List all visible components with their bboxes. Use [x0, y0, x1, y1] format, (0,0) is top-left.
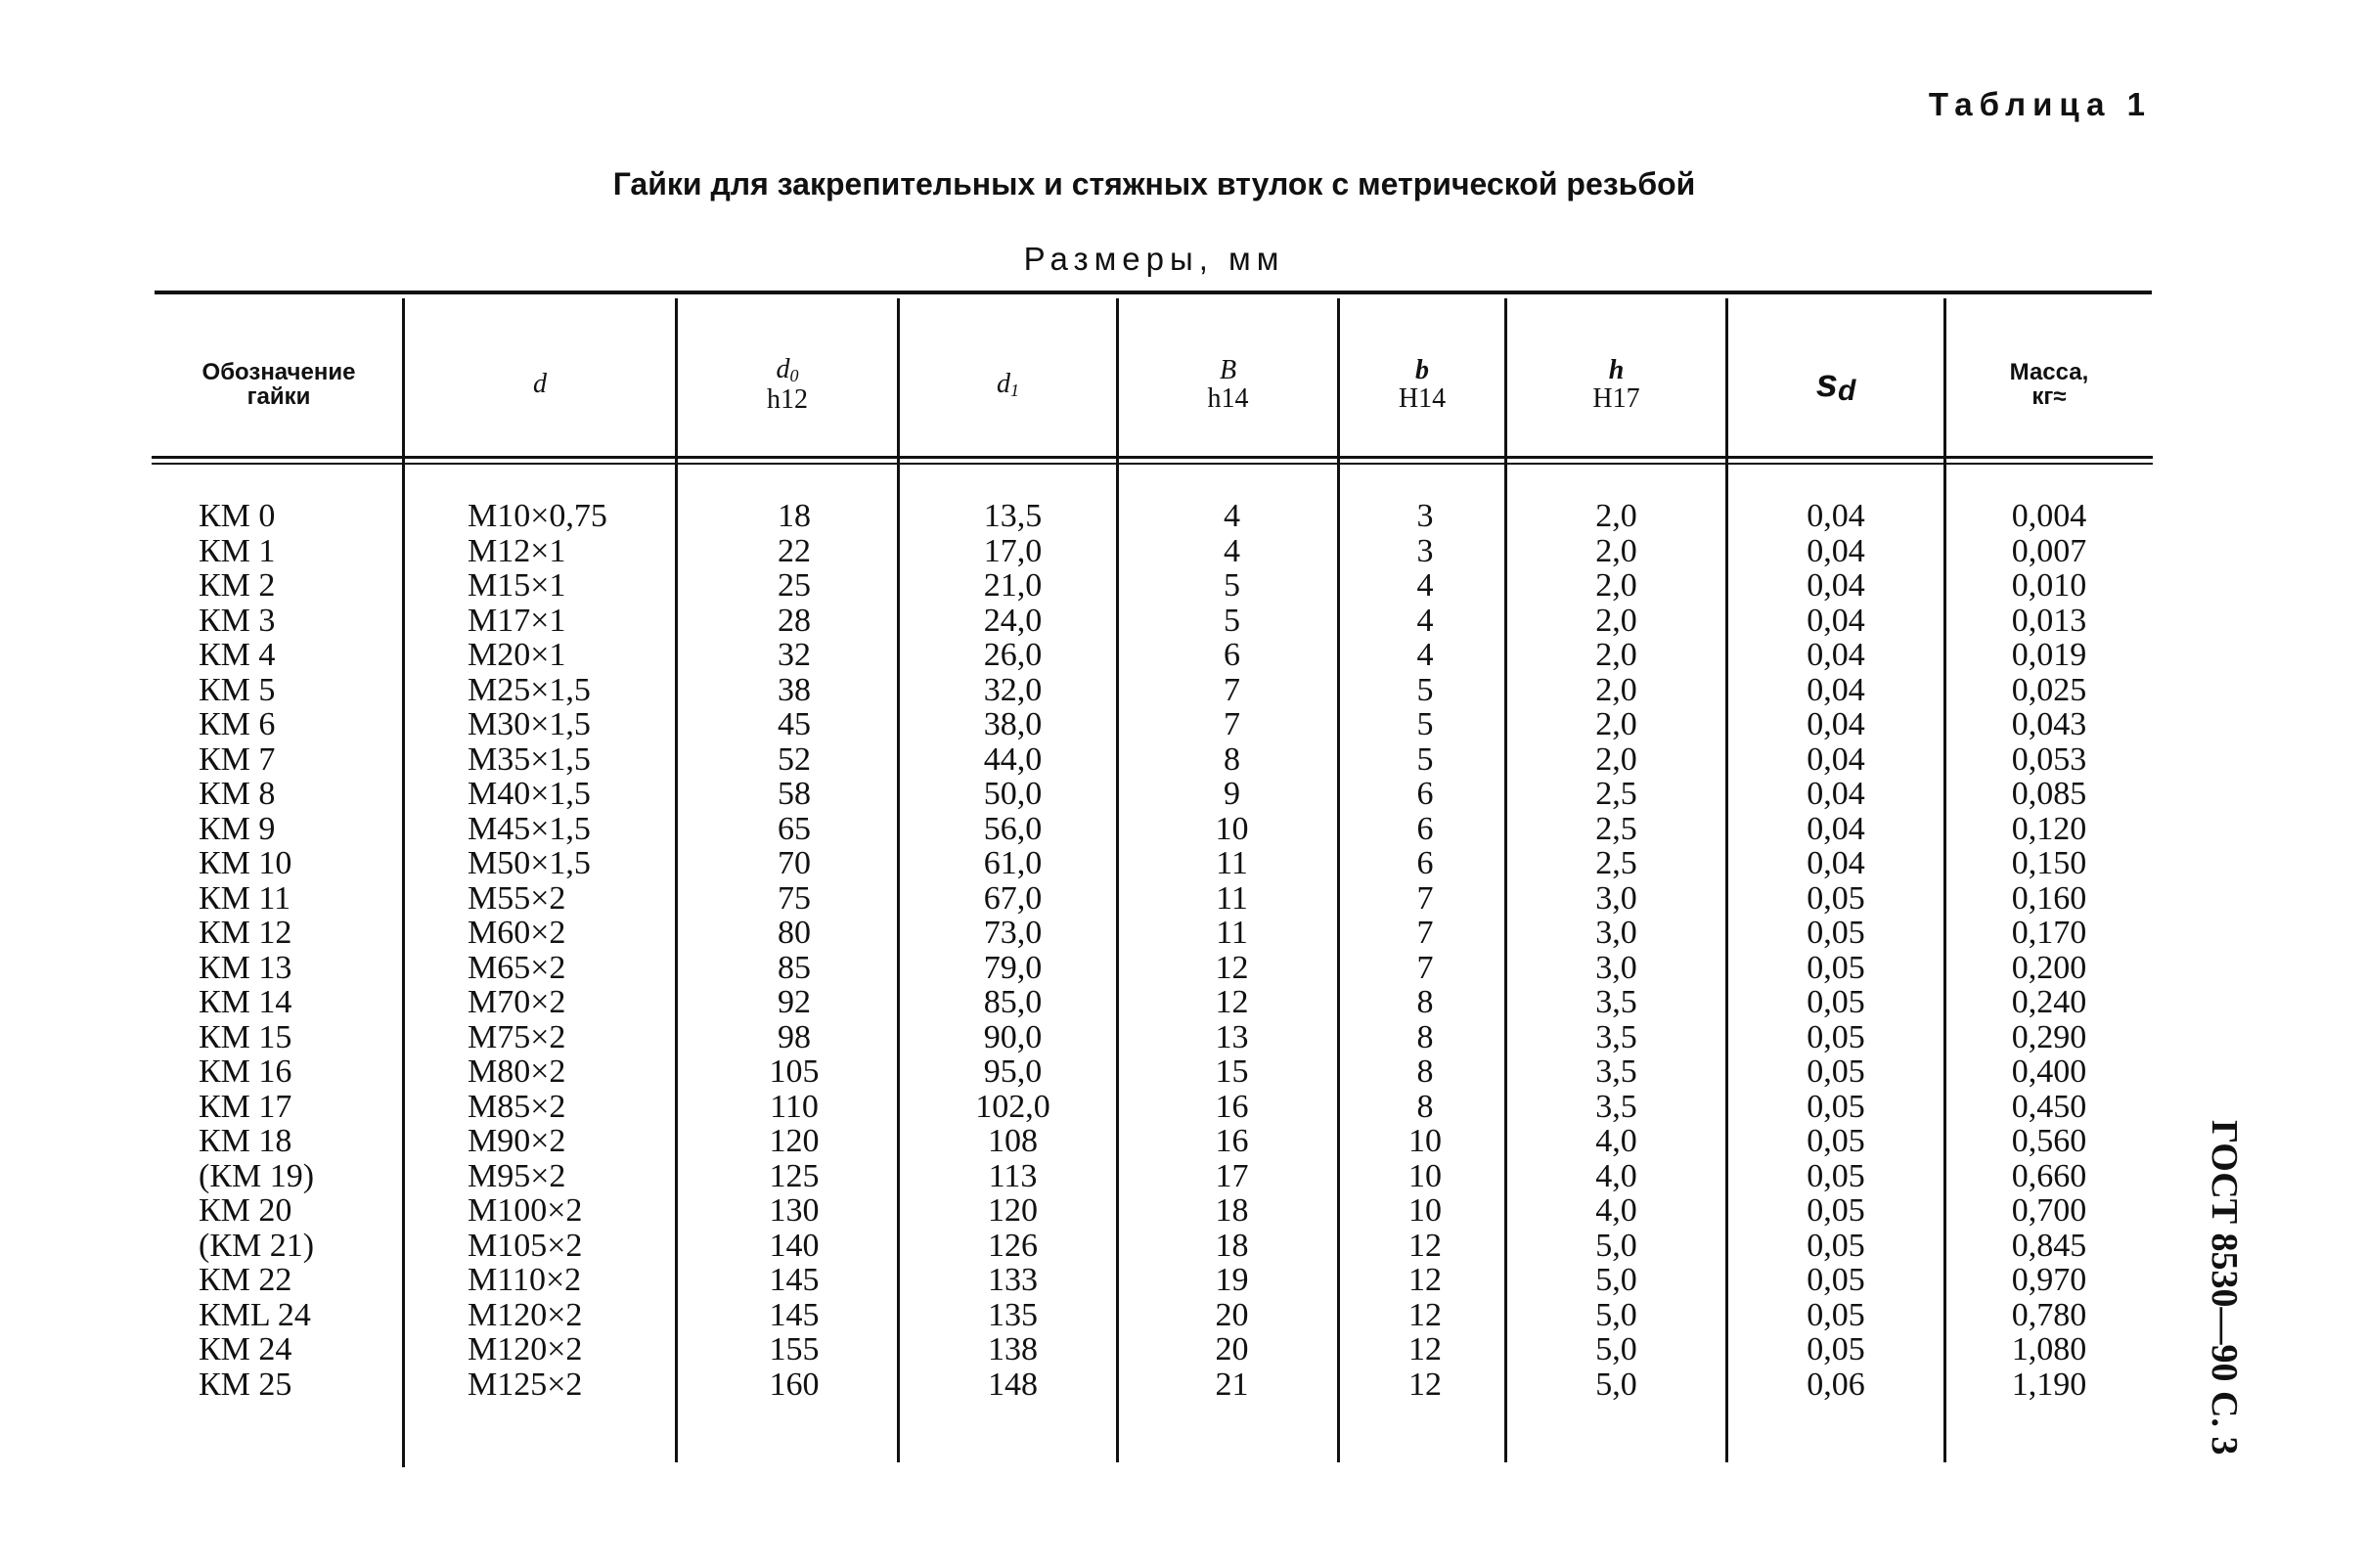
- table-cell: 108: [988, 1123, 1038, 1159]
- table-cell: М80×2: [468, 1053, 566, 1090]
- table-number-label: Таблица 1: [1928, 86, 2152, 122]
- column-h: [1507, 499, 1725, 1402]
- table-cell: 5,0: [1595, 1331, 1637, 1367]
- table-cell: 12: [1408, 1331, 1442, 1367]
- column-mass: [1946, 499, 2152, 1402]
- table-cell: М70×2: [468, 984, 566, 1020]
- table-cell: КМ 25: [199, 1366, 292, 1403]
- table-cell: 120: [769, 1123, 820, 1159]
- table-cell: 126: [988, 1227, 1038, 1264]
- table-cell: 113: [988, 1157, 1038, 1194]
- table-cell: 105: [769, 1053, 820, 1090]
- table-cell: 4: [1224, 532, 1240, 569]
- table-cell: 12: [1215, 984, 1249, 1020]
- table-cell: 3: [1416, 498, 1434, 534]
- table-cell: 0,04: [1807, 810, 1865, 847]
- table-cell: 10: [1408, 1123, 1442, 1159]
- table-cell: М65×2: [468, 949, 566, 986]
- table-cell: М17×1: [468, 602, 566, 639]
- table-cell: 19: [1215, 1262, 1249, 1298]
- header-d-symbol: d: [533, 369, 547, 400]
- table-cell: 2,0: [1595, 567, 1637, 604]
- table-cell: 6: [1416, 845, 1434, 881]
- table-cell: 0,04: [1807, 740, 1865, 778]
- table-cell: 22: [778, 532, 811, 569]
- table-cell: М40×1,5: [468, 776, 591, 812]
- table-cell: М75×2: [468, 1018, 566, 1055]
- table-cell: 0,05: [1807, 1157, 1865, 1194]
- table-cell: 0,05: [1807, 915, 1865, 951]
- table-cell: 0,007: [2011, 532, 2087, 569]
- table-cell: 56,0: [983, 810, 1043, 847]
- header-d0-sub: 0: [789, 365, 799, 385]
- table-cell: 0,04: [1807, 706, 1865, 742]
- table-cell: 0,170: [2011, 915, 2087, 951]
- table-cell: (КМ 21): [199, 1227, 315, 1264]
- header-d0-tolerance: h12: [767, 383, 808, 415]
- table-cell: М55×2: [468, 879, 566, 917]
- table-cell: КМ 22: [199, 1262, 292, 1298]
- table-cell: 65: [778, 810, 811, 847]
- table-cell: 4: [1416, 637, 1434, 673]
- table-cell: 4: [1224, 498, 1240, 534]
- table-cell: 0,160: [2011, 879, 2087, 917]
- table-cell: 0,04: [1807, 602, 1865, 639]
- table-cell: 11: [1216, 879, 1248, 917]
- table-cell: 7: [1416, 949, 1434, 986]
- table-cell: 3,5: [1595, 984, 1637, 1020]
- table-cell: 0,085: [2011, 776, 2087, 812]
- table-cell: 0,04: [1807, 532, 1865, 569]
- table-cell: КМ 17: [199, 1088, 292, 1125]
- column-d: [468, 499, 668, 1402]
- table-cell: 0,04: [1807, 498, 1865, 534]
- header-B-tolerance: h14: [1207, 383, 1249, 414]
- table-cell: М20×1: [468, 637, 566, 673]
- table-cell: КМ 5: [199, 671, 276, 708]
- table-cell: 1,080: [2011, 1331, 2087, 1367]
- table-cell: 4: [1416, 602, 1434, 639]
- table-cell: 0,04: [1807, 845, 1865, 881]
- table-cell: 6: [1416, 810, 1434, 847]
- header-h: [1507, 311, 1725, 458]
- table-cell: 2,5: [1595, 845, 1637, 881]
- header-sd-symbol: s: [1815, 361, 1838, 405]
- table-cell: 0,05: [1807, 1262, 1865, 1298]
- table-cell: 2,0: [1595, 706, 1637, 742]
- table-cell: 0,05: [1807, 1192, 1865, 1229]
- table-cell: 32,0: [983, 671, 1043, 708]
- table-cell: 90,0: [983, 1018, 1043, 1055]
- table-cell: 5: [1416, 740, 1434, 778]
- table-cell: 145: [769, 1296, 820, 1333]
- table-cell: 0,05: [1807, 1331, 1865, 1367]
- table-cell: 5: [1416, 671, 1434, 708]
- table-cell: 4,0: [1595, 1157, 1637, 1194]
- header-b-tolerance: H14: [1398, 383, 1447, 414]
- table-cell: 24,0: [983, 602, 1043, 639]
- header-b-symbol: b: [1415, 354, 1429, 385]
- table-cell: 0,013: [2011, 602, 2087, 639]
- table-cell: 2,0: [1595, 602, 1637, 639]
- table-cell: КМ 10: [199, 845, 292, 881]
- table-cell: 3,5: [1595, 1018, 1637, 1055]
- table-cell: 38,0: [983, 706, 1043, 742]
- table-cell: 79,0: [983, 949, 1043, 986]
- table-cell: 10: [1408, 1157, 1442, 1194]
- table-cell: М100×2: [468, 1192, 583, 1229]
- table-cell: 2,0: [1595, 637, 1637, 673]
- table-cell: 85: [778, 949, 811, 986]
- table-cell: КМ 18: [199, 1123, 292, 1159]
- table-cell: 5,0: [1595, 1296, 1637, 1333]
- table-cell: 0,560: [2011, 1123, 2087, 1159]
- table-cell: 160: [769, 1366, 820, 1403]
- table-cell: КМ 1: [199, 532, 276, 569]
- table-cell: 133: [988, 1262, 1038, 1298]
- table-cell: М125×2: [468, 1366, 583, 1403]
- header-d0: [678, 311, 897, 458]
- table-cell: 0,04: [1807, 637, 1865, 673]
- table-cell: 0,05: [1807, 1227, 1865, 1264]
- table-cell: 130: [769, 1192, 820, 1229]
- table-cell: 20: [1215, 1296, 1249, 1333]
- table-cell: КМL 24: [199, 1296, 311, 1333]
- table-cell: 11: [1216, 845, 1248, 881]
- header-d1-sub: 1: [1010, 380, 1019, 400]
- table-cell: КМ 0: [199, 498, 276, 534]
- table-cell: 102,0: [975, 1088, 1050, 1125]
- table-cell: 10: [1408, 1192, 1442, 1229]
- header-designation-line2: гайки: [246, 383, 311, 410]
- table-cell: 0,05: [1807, 1088, 1865, 1125]
- table-cell: М25×1,5: [468, 671, 591, 708]
- table-cell: КМ 16: [199, 1053, 292, 1090]
- header-mass-line2: кг≈: [2031, 383, 2067, 410]
- top-rule: [155, 291, 2152, 294]
- column-b: [1343, 499, 1507, 1402]
- table-cell: 16: [1215, 1088, 1249, 1125]
- table-cell: 0,05: [1807, 1053, 1865, 1090]
- table-cell: 45: [778, 706, 811, 742]
- table-cell: 73,0: [983, 915, 1043, 951]
- table-cell: 5,0: [1595, 1262, 1637, 1298]
- table-cell: 0,010: [2011, 567, 2087, 604]
- table-cell: 18: [778, 498, 811, 534]
- header-sd: [1728, 311, 1943, 458]
- table-cell: М12×1: [468, 532, 566, 569]
- table-cell: 140: [769, 1227, 820, 1264]
- table-cell: 2,0: [1595, 740, 1637, 778]
- table-cell: 95,0: [983, 1053, 1043, 1090]
- table-cell: КМ 11: [199, 879, 291, 917]
- table-cell: М30×1,5: [468, 706, 591, 742]
- table-cell: 3,0: [1595, 949, 1637, 986]
- table-cell: 5,0: [1595, 1227, 1637, 1264]
- table-cell: 21,0: [983, 567, 1043, 604]
- table-cell: 0,004: [2011, 498, 2087, 534]
- table-cell: М120×2: [468, 1296, 583, 1333]
- table-cell: 8: [1224, 740, 1240, 778]
- header-designation-line1: Обозначение: [201, 358, 356, 385]
- table-cell: 0,053: [2011, 740, 2087, 778]
- table-cell: 5,0: [1595, 1366, 1637, 1403]
- table-cell: 0,290: [2011, 1018, 2087, 1055]
- table-cell: 92: [778, 984, 811, 1020]
- header-mass-line1: Масса,: [2009, 358, 2089, 385]
- table-cell: 12: [1215, 949, 1249, 986]
- table-cell: 7: [1416, 915, 1434, 951]
- table-cell: 12: [1408, 1227, 1442, 1264]
- table-cell: КМ 14: [199, 984, 292, 1020]
- table-cell: 0,04: [1807, 776, 1865, 812]
- table-cell: М110×2: [468, 1262, 582, 1298]
- table-cell: КМ 2: [199, 567, 276, 604]
- header-b: [1340, 311, 1504, 458]
- table-cell: КМ 12: [199, 915, 292, 951]
- table-cell: 7: [1416, 879, 1434, 917]
- header-d: [405, 311, 675, 458]
- table-cell: 0,05: [1807, 1018, 1865, 1055]
- table-cell: 21: [1215, 1366, 1249, 1403]
- table-cell: М50×1,5: [468, 845, 591, 881]
- table-cell: КМ 7: [199, 740, 276, 778]
- table-cell: 2,5: [1595, 810, 1637, 847]
- header-rule-2: [152, 463, 2153, 465]
- table-cell: 1,190: [2011, 1366, 2087, 1403]
- column-divider: [675, 298, 678, 1462]
- header-mass: [1946, 311, 2152, 458]
- column-sd: [1728, 499, 1943, 1402]
- table-cell: 0,120: [2011, 810, 2087, 847]
- table-cell: 8: [1416, 1053, 1434, 1090]
- table-cell: 12: [1408, 1262, 1442, 1298]
- table-cell: 0,150: [2011, 845, 2087, 881]
- table-cell: 0,05: [1807, 1296, 1865, 1333]
- table-cell: 0,04: [1807, 567, 1865, 604]
- table-cell: 13,5: [983, 498, 1043, 534]
- table-cell: 16: [1215, 1123, 1249, 1159]
- table-cell: 110: [770, 1088, 819, 1125]
- table-cell: 0,970: [2011, 1262, 2087, 1298]
- table-cell: 8: [1416, 984, 1434, 1020]
- table-cell: 61,0: [983, 845, 1043, 881]
- column-B: [1123, 499, 1341, 1402]
- header-d1: [900, 311, 1116, 458]
- table-cell: 7: [1224, 706, 1240, 742]
- units-caption: Размеры, мм: [1023, 241, 1285, 277]
- table-cell: 3: [1416, 532, 1434, 569]
- table-cell: 2,5: [1595, 776, 1637, 812]
- header-h-symbol: h: [1608, 354, 1625, 385]
- table-cell: 4,0: [1595, 1192, 1637, 1229]
- table-cell: 17,0: [983, 532, 1043, 569]
- table-cell: 120: [988, 1192, 1038, 1229]
- header-h-tolerance: H17: [1592, 383, 1640, 414]
- table-cell: М85×2: [468, 1088, 566, 1125]
- table-cell: 38: [778, 671, 811, 708]
- table-cell: 3,5: [1595, 1088, 1637, 1125]
- table-cell: М15×1: [468, 567, 566, 604]
- table-cell: 148: [988, 1366, 1038, 1403]
- header-d0-symbol: d: [776, 353, 790, 384]
- column-d1: [905, 499, 1121, 1402]
- table-cell: 0,240: [2011, 984, 2087, 1020]
- table-cell: М95×2: [468, 1157, 566, 1194]
- table-cell: 0,400: [2011, 1053, 2087, 1090]
- table-cell: 13: [1215, 1018, 1249, 1055]
- table-cell: 0,450: [2011, 1088, 2087, 1125]
- table-cell: 10: [1215, 810, 1249, 847]
- table-cell: КМ 24: [199, 1331, 292, 1367]
- table-cell: 17: [1215, 1157, 1249, 1194]
- table-cell: 7: [1224, 671, 1240, 708]
- table-cell: 50,0: [983, 776, 1043, 812]
- table-cell: 98: [778, 1018, 811, 1055]
- table-cell: 4,0: [1595, 1123, 1637, 1159]
- table-cell: КМ 8: [199, 776, 276, 812]
- table-cell: 0,700: [2011, 1192, 2087, 1229]
- table-cell: 0,04: [1807, 671, 1865, 708]
- table-cell: 3,0: [1595, 915, 1637, 951]
- table-cell: 0,845: [2011, 1227, 2087, 1264]
- table-cell: М120×2: [468, 1331, 583, 1367]
- table-cell: 2,0: [1595, 498, 1637, 534]
- table-cell: 2,0: [1595, 532, 1637, 569]
- table-cell: КМ 15: [199, 1018, 292, 1055]
- header-designation: [156, 311, 401, 458]
- table-cell: 5: [1224, 567, 1240, 604]
- table-cell: 138: [988, 1331, 1038, 1367]
- table-cell: 28: [778, 602, 811, 639]
- table-cell: 4: [1416, 567, 1434, 604]
- table-cell: М105×2: [468, 1227, 583, 1264]
- table-cell: 0,05: [1807, 879, 1865, 917]
- table-cell: 0,019: [2011, 637, 2087, 673]
- table-cell: 0,025: [2011, 671, 2087, 708]
- table-cell: 0,05: [1807, 949, 1865, 986]
- table-cell: 0,05: [1807, 984, 1865, 1020]
- table-cell: М45×1,5: [468, 810, 591, 847]
- table-cell: М60×2: [468, 915, 566, 951]
- table-cell: 75: [778, 879, 811, 917]
- table-cell: 3,5: [1595, 1053, 1637, 1090]
- table-cell: 9: [1224, 776, 1240, 812]
- table-cell: 145: [769, 1262, 820, 1298]
- table-cell: 5: [1416, 706, 1434, 742]
- table-cell: 8: [1416, 1018, 1434, 1055]
- header-B: [1119, 311, 1337, 458]
- table-cell: 12: [1408, 1366, 1442, 1403]
- table-cell: 18: [1215, 1192, 1249, 1229]
- table-cell: 0,05: [1807, 1123, 1865, 1159]
- header-B-symbol: B: [1219, 354, 1237, 385]
- table-title: Гайки для закрепительных и стяжных втулок с метрической резьбой: [612, 166, 1696, 202]
- column-d0: [685, 499, 904, 1402]
- table-cell: 11: [1216, 915, 1248, 951]
- table-cell: 52: [778, 740, 811, 778]
- table-cell: 2,0: [1595, 671, 1637, 708]
- table-cell: 6: [1224, 637, 1240, 673]
- table-cell: 25: [778, 567, 811, 604]
- table-cell: КМ 4: [199, 637, 276, 673]
- table-cell: 80: [778, 915, 811, 951]
- table-cell: КМ 3: [199, 602, 276, 639]
- table-cell: М90×2: [468, 1123, 566, 1159]
- table-cell: КМ 13: [199, 949, 292, 986]
- table-cell: М10×0,75: [468, 498, 607, 534]
- table-cell: 3,0: [1595, 879, 1637, 917]
- table-cell: 58: [778, 776, 811, 812]
- table-cell: 20: [1215, 1331, 1249, 1367]
- table-cell: 0,780: [2011, 1296, 2087, 1333]
- table-cell: 8: [1416, 1088, 1434, 1125]
- table-cell: 125: [769, 1157, 820, 1194]
- column-divider: [402, 298, 405, 1467]
- header-d1-symbol: d: [997, 368, 1010, 399]
- table-cell: 85,0: [983, 984, 1043, 1020]
- table-cell: 18: [1215, 1227, 1249, 1264]
- table-cell: КМ 20: [199, 1192, 292, 1229]
- table-cell: 0,043: [2011, 706, 2087, 742]
- table-cell: 6: [1416, 776, 1434, 812]
- table-cell: 12: [1408, 1296, 1442, 1333]
- table-cell: 5: [1224, 602, 1240, 639]
- table-cell: 15: [1215, 1053, 1249, 1090]
- table-cell: 70: [778, 845, 811, 881]
- table-cell: М35×1,5: [468, 740, 591, 778]
- table-cell: 0,06: [1807, 1366, 1865, 1403]
- table-cell: 26,0: [983, 637, 1043, 673]
- table-cell: 135: [988, 1296, 1038, 1333]
- table-cell: 0,660: [2011, 1157, 2087, 1194]
- table-cell: 67,0: [983, 879, 1043, 917]
- standard-page-reference: ГОСТ 8530—90 С. 3: [2204, 1120, 2245, 1456]
- table-cell: КМ 6: [199, 706, 276, 742]
- table-cell: КМ 9: [199, 810, 276, 847]
- table-cell: 0,200: [2011, 949, 2087, 986]
- table-cell: 44,0: [983, 740, 1043, 778]
- table-cell: (КМ 19): [199, 1157, 315, 1194]
- table-cell: 155: [769, 1331, 820, 1367]
- column-designation: [199, 499, 394, 1402]
- header-sd-sub: d: [1837, 374, 1856, 407]
- table-cell: 32: [778, 637, 811, 673]
